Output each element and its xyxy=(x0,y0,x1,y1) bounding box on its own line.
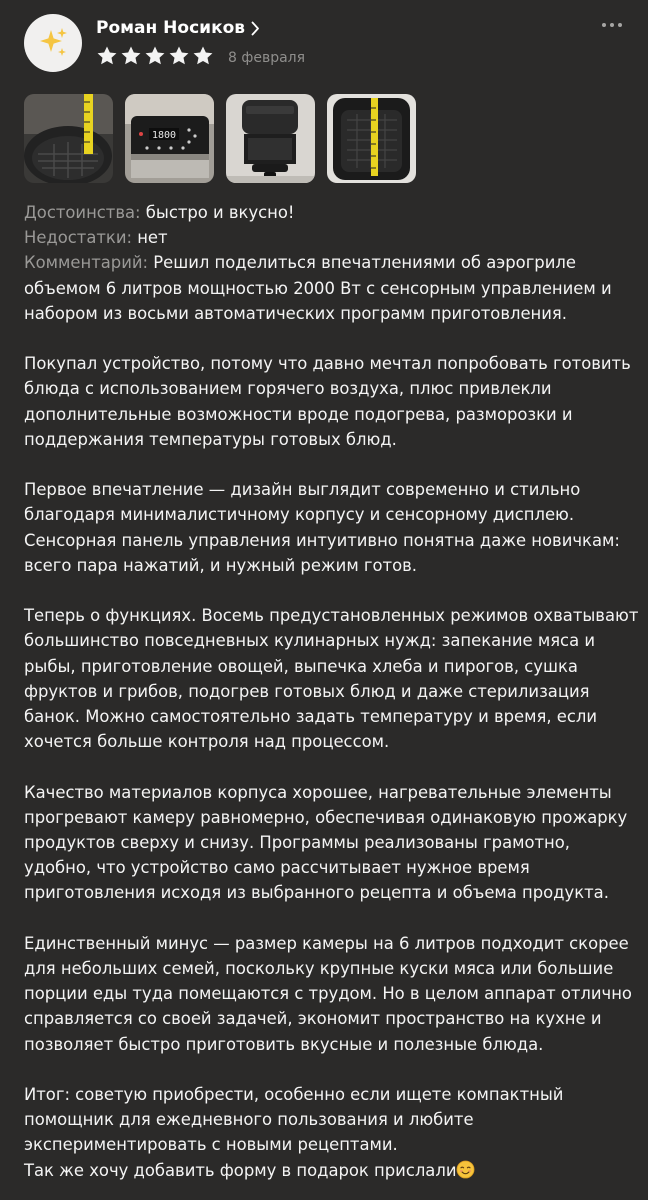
comment-body xyxy=(24,276,639,1158)
more-dot-icon xyxy=(610,23,614,27)
comment-line: помощник для ежедневного пользования и любите xyxy=(24,1110,474,1130)
comment-line: Теперь о функциях. Восемь предустановленных режимов охватывают xyxy=(24,606,639,626)
comment-line: Первое впечатление — дизайн выглядит современно и стильно xyxy=(24,480,581,500)
comment-line: Сенсорная панель управления интуитивно понятна даже новичкам: xyxy=(24,530,620,550)
comment-line: Покупал устройство, потому что давно мечтал попробовать готовить xyxy=(24,354,631,374)
photo-fryer-display[interactable] xyxy=(125,94,214,183)
photo-fryer-basket-ruler[interactable] xyxy=(24,94,113,183)
comment-line: банок. Можно самостоятельно задать температуру и время, если xyxy=(24,707,597,727)
comment-line: хочется больше контроля над процессом. xyxy=(24,732,390,752)
photo-gallery xyxy=(24,94,416,183)
paragraph-gap xyxy=(24,906,628,931)
cons-text: нет xyxy=(132,228,168,248)
paragraph-gap xyxy=(24,452,628,477)
star-icon xyxy=(120,45,142,67)
author-name: Роман Носиков xyxy=(96,18,246,38)
comment-line: большинство повседневных кулинарных нужд: запекание мяса и xyxy=(24,631,595,651)
avatar[interactable] xyxy=(24,14,82,72)
star-icon xyxy=(144,45,166,67)
comment-line: экспериментировать с новыми рецептами. xyxy=(24,1135,398,1155)
more-dot-icon xyxy=(618,23,622,27)
star-icon xyxy=(168,45,190,67)
paragraph-gap xyxy=(24,754,628,779)
comment-line: позволяет быстро приготовить вкусные и полезные блюда. xyxy=(24,1034,544,1054)
comment-first-line: Решил поделиться впечатлениями об аэрогриле xyxy=(148,253,576,273)
paragraph-gap xyxy=(24,326,628,351)
comment-line: поддержания температуры готовых блюд. xyxy=(24,429,397,449)
comment-line: прогревают камеру равномерно, обеспечивая одинаковую прожарку xyxy=(24,807,628,827)
star-icon xyxy=(192,45,214,67)
star-icon xyxy=(96,45,118,67)
chevron-right-icon xyxy=(251,21,260,36)
comment-line: продуктов сверху и снизу. Программы реализованы грамотно, xyxy=(24,833,571,853)
review-header xyxy=(24,14,628,74)
comment-line: объемом 6 литров мощностью 2000 Вт с сенсорным управлением и xyxy=(24,278,612,298)
review-text xyxy=(24,200,639,1183)
cons-label: Недостатки: xyxy=(24,228,132,248)
comment-line: рыбы, приготовление овощей, выпечка хлеба и пирогов, сушка xyxy=(24,656,578,676)
photo-fryer-open-drawer[interactable] xyxy=(226,94,315,183)
comment-label: Комментарий: xyxy=(24,253,149,273)
comment-last-text: Так же хочу добавить форму в подарок прислали xyxy=(24,1160,457,1180)
comment-line: фруктов и грибов, подогрев готовых блюд и даже стерилизация xyxy=(24,681,590,701)
comment-row xyxy=(24,250,628,275)
comment-line: Качество материалов корпуса хорошее, нагревательные элементы xyxy=(24,782,612,802)
smiling-face-icon xyxy=(456,1160,475,1179)
comment-line: дополнительные возможности вроде подогрева, разморозки и xyxy=(24,404,573,424)
paragraph-gap xyxy=(24,578,628,603)
comment-line: справляется со своей задачей, экономит пространство на кухне и xyxy=(24,1009,602,1029)
comment-line: блюда с использованием горячего воздуха, плюс привлекли xyxy=(24,379,552,399)
comment-line: для небольших семей, поскольку крупные куски мяса или большие xyxy=(24,959,614,979)
comment-line: приготовления исходя из выбранного рецепта и объема продукта. xyxy=(24,883,609,903)
pros-text: быстро и вкусно! xyxy=(140,203,295,222)
sparkles-icon xyxy=(36,26,70,60)
review-date: 8 февраля xyxy=(228,50,306,66)
photo-fryer-basket-top[interactable] xyxy=(327,94,416,183)
comment-line: благодаря минималистичному корпусу и сенсорному дисплею. xyxy=(24,505,575,525)
rating-stars xyxy=(96,45,214,67)
comment-line: Итог: советую приобрести, особенно если ищете компактный xyxy=(24,1085,564,1105)
pros-label: Достоинства: xyxy=(24,203,141,222)
comment-line: порции еды туда помещаются с трудом. Но в целом аппарат отлично xyxy=(24,984,632,1004)
more-options-button[interactable] xyxy=(598,18,626,32)
pros-row xyxy=(24,200,628,225)
cons-row xyxy=(24,225,628,250)
comment-line: Единственный минус — размер камеры на 6 литров подходит скорее xyxy=(24,933,629,953)
svg-text:1800: 1800 xyxy=(151,130,177,141)
comment-line: набором из восьми автоматических программ приготовления. xyxy=(24,303,567,323)
paragraph-gap xyxy=(24,1057,628,1082)
comment-last-line xyxy=(24,1158,628,1183)
more-dot-icon xyxy=(602,23,606,27)
comment-line: всего пара нажатий, и нужный режим готов. xyxy=(24,555,417,575)
author-link[interactable] xyxy=(96,18,260,38)
comment-line: удобно, что устройство само рассчитывает нужное время xyxy=(24,858,530,878)
